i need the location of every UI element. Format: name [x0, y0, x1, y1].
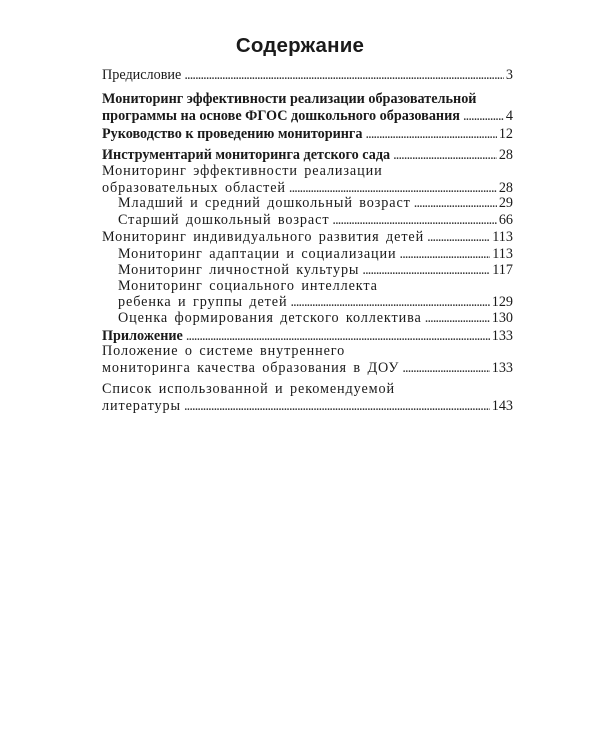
toc-entry-literature[interactable]	[102, 398, 513, 415]
toc-page-number: 143	[491, 398, 513, 414]
dot-leader	[402, 360, 489, 377]
toc-page-number: 66	[498, 212, 513, 228]
dot-leader	[393, 147, 497, 164]
toc-entry-text: Младший и средний дошкольный возраст	[118, 195, 411, 211]
toc-entry-text: Мониторинг адаптации и социализации	[118, 246, 397, 262]
toc-entry-individual-development[interactable]	[102, 229, 513, 246]
toc-page-number: 29	[498, 195, 513, 211]
dot-leader	[332, 212, 496, 229]
toc-page-number: 28	[498, 147, 513, 163]
toc-entry-text: Руководство к проведению мониторинга	[102, 126, 363, 142]
toc-entry-text: Приложение	[102, 328, 183, 344]
toc-page-number: 3	[505, 67, 513, 83]
toc-entry-personal-culture[interactable]	[118, 262, 513, 279]
toc-entry-instruments[interactable]	[102, 147, 513, 164]
toc-page-number: 113	[492, 229, 513, 245]
toc-page-number: 28	[498, 180, 513, 196]
toc-page-number: 117	[492, 262, 513, 278]
dot-leader	[463, 108, 504, 125]
toc-entry-text: Предисловие	[102, 67, 182, 83]
toc-entry-text: Мониторинг личностной культуры	[118, 262, 360, 278]
toc-entry-preface[interactable]	[102, 67, 513, 84]
dot-leader	[290, 294, 489, 311]
toc-entry-text: Список использованной и рекомендуемой	[102, 381, 396, 397]
dot-leader	[427, 229, 490, 246]
toc-entry-text: ребенка и группы детей	[118, 294, 288, 310]
toc-entry-areas-line1[interactable]	[102, 163, 383, 180]
toc-entry-text: Мониторинг социального интеллекта	[118, 278, 378, 294]
toc-page-number: 12	[498, 126, 513, 142]
toc-entry-text: литературы	[102, 398, 181, 414]
page-title: Содержание	[235, 34, 365, 57]
toc-entry-text: Мониторинг эффективности реализации	[102, 163, 383, 179]
toc-entry-text: Инструментарий мониторинга детского сада	[102, 147, 391, 163]
toc-entry-collective[interactable]	[118, 310, 513, 327]
dot-leader	[414, 195, 497, 212]
toc-page-number: 133	[491, 360, 513, 376]
dot-leader	[365, 126, 496, 143]
toc-entry-text: Мониторинг эффективности реализации образовательной	[102, 91, 477, 107]
toc-entry-text: образовательных областей	[102, 180, 286, 196]
toc-entry-literature-line1[interactable]	[102, 381, 395, 398]
toc-entry-social-intelligence-line1[interactable]	[118, 278, 378, 295]
toc-entry-monitoring-efficiency-line1[interactable]	[102, 91, 476, 108]
toc-entry-regulation[interactable]	[102, 360, 513, 377]
toc-entry-adaptation[interactable]	[118, 246, 513, 263]
toc-entry-text: Положение о системе внутреннего	[102, 343, 346, 359]
toc-entry-text: Мониторинг индивидуального развития детей	[102, 229, 425, 245]
dot-leader	[425, 310, 490, 327]
toc-entry-text: Оценка формирования детского коллектива	[118, 310, 422, 326]
toc-entry-social-intelligence[interactable]	[118, 294, 513, 311]
toc-entry-regulation-line1[interactable]	[102, 343, 345, 360]
toc-entry-text: Старший дошкольный возраст	[118, 212, 330, 228]
dot-leader	[184, 398, 490, 415]
toc-entry-junior-age[interactable]	[118, 195, 513, 212]
toc-page-number: 113	[492, 246, 513, 262]
toc-entry-text: программы на основе ФГОС дошкольного образования	[102, 108, 460, 124]
dot-leader	[184, 67, 504, 84]
toc-page-number: 130	[491, 310, 513, 326]
toc-entry-text: мониторинга качества образования в ДОУ	[102, 360, 400, 376]
dot-leader	[400, 246, 491, 263]
toc-page-number: 4	[505, 108, 513, 124]
toc-page-number: 133	[491, 328, 513, 344]
toc-entry-monitoring-efficiency[interactable]	[102, 108, 513, 125]
toc-entry-guide[interactable]	[102, 126, 513, 143]
dot-leader	[362, 262, 490, 279]
toc-page-number: 129	[491, 294, 513, 310]
toc-entry-senior-age[interactable]	[118, 212, 513, 229]
